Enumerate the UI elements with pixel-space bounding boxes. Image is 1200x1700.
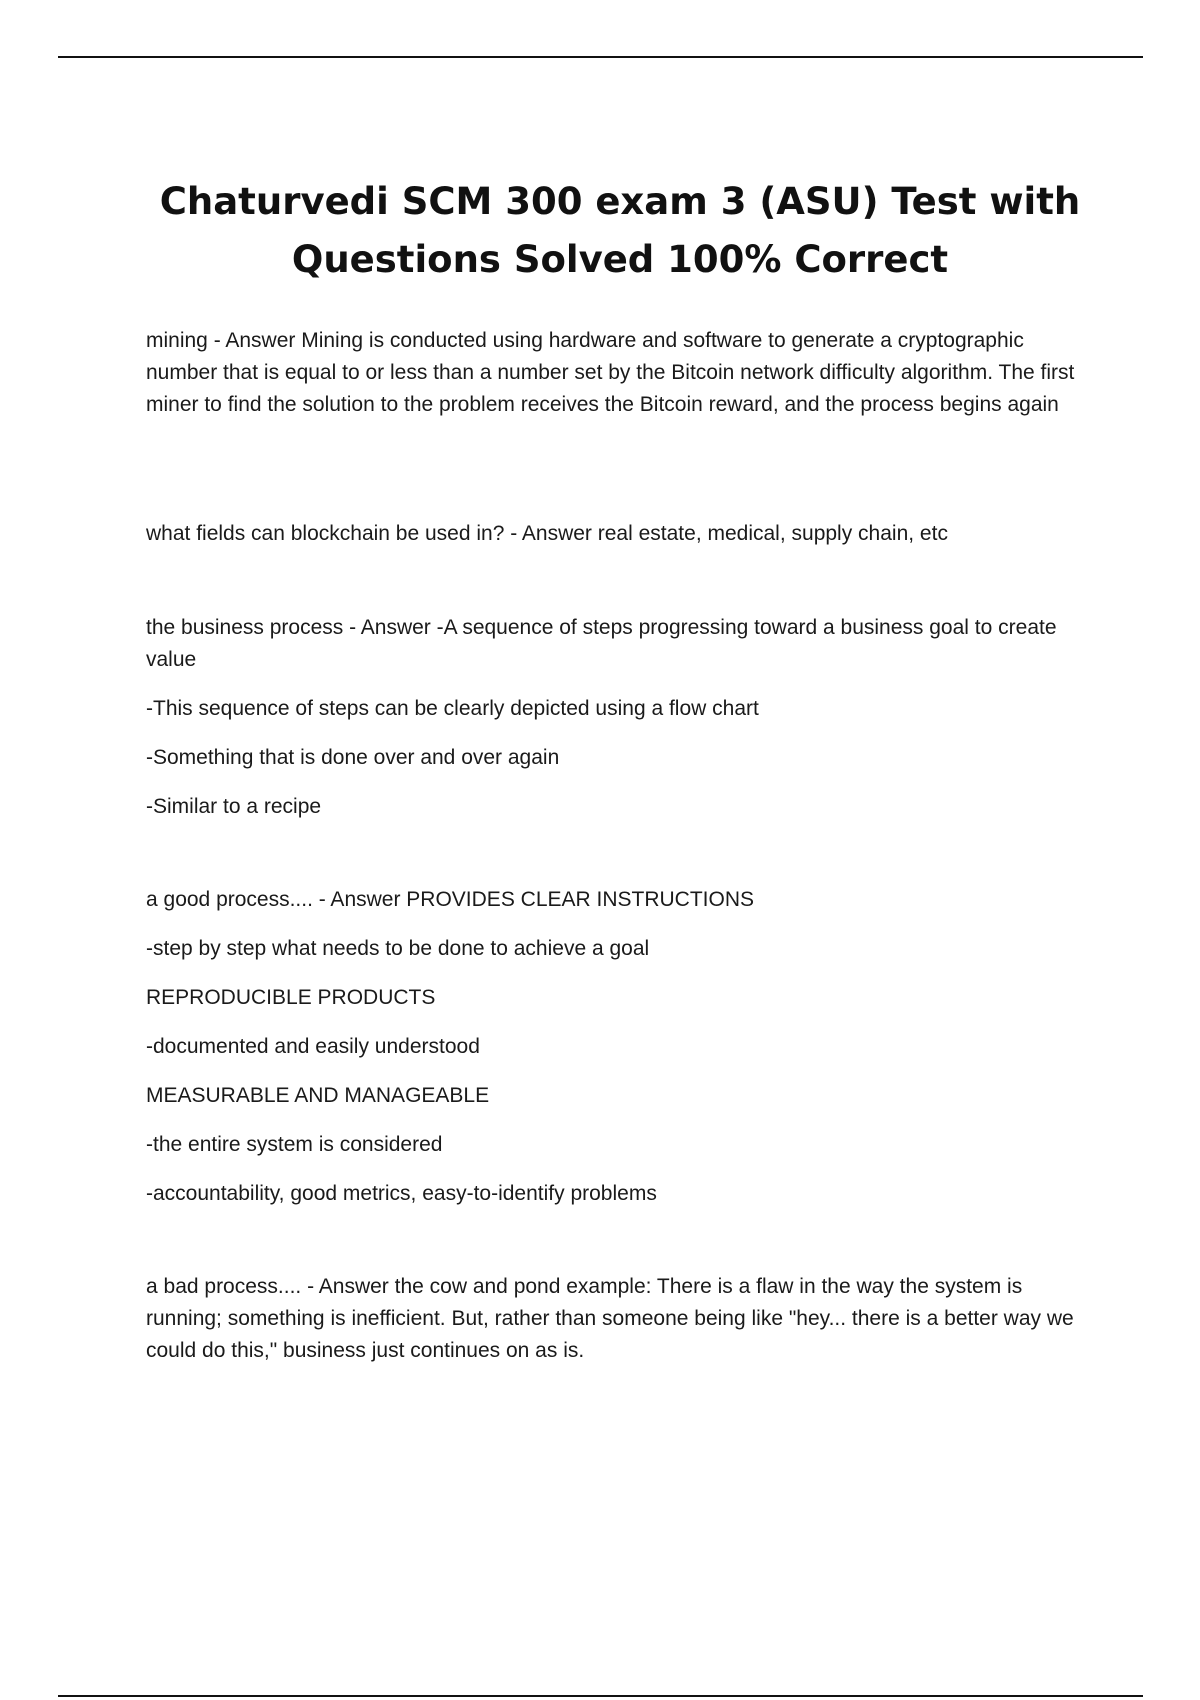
qa-text: a bad process.... - Answer the cow and pond example: There is a flaw in the way the system is running; something is inefficient. But, rather than someone being like "hey... there is a better way we could do this," business just continues on as is. — [146, 1275, 1074, 1362]
qa-text: mining - Answer Mining is conducted using hardware and software to generate a cryptographic number that is equal to or less than a number set by the Bitcoin network difficulty algorithm. The first miner to find the solution to the problem receives the Bitcoin reward, and the process begins again — [146, 329, 1075, 416]
qa-text: a good process.... - Answer PROVIDES CLEAR INSTRUCTIONS — [146, 888, 755, 911]
qa-line: -Similar to a recipe — [146, 795, 322, 818]
qa-line: MEASURABLE AND MANAGEABLE — [146, 1084, 490, 1107]
qa-entry-mining — [146, 325, 1086, 421]
qa-line: -the entire system is considered — [146, 1133, 443, 1156]
qa-line: -accountability, good metrics, easy-to-identify problems — [146, 1182, 657, 1205]
qa-text: what fields can blockchain be used in? - Answer real estate, medical, supply chain, etc — [146, 522, 948, 545]
document-title: Chaturvedi SCM 300 exam 3 (ASU) Test with Questions Solved 100% Correct — [159, 179, 1081, 281]
qa-line: REPRODUCIBLE PRODUCTS — [146, 986, 436, 1009]
bottom-divider — [58, 1695, 1143, 1697]
qa-entry-good-process — [146, 884, 1086, 1210]
top-divider — [58, 56, 1143, 58]
qa-line: -Something that is done over and over again — [146, 746, 560, 769]
qa-entry-business-process — [146, 612, 1086, 823]
qa-entry-blockchain-fields — [146, 518, 1086, 550]
qa-line: -This sequence of steps can be clearly depicted using a flow chart — [146, 697, 759, 720]
qa-line: -documented and easily understood — [146, 1035, 480, 1058]
qa-text: the business process - Answer -A sequence of steps progressing toward a business goal to create value — [146, 616, 1057, 671]
qa-line: -step by step what needs to be done to achieve a goal — [146, 937, 650, 960]
qa-entry-bad-process — [146, 1271, 1086, 1367]
